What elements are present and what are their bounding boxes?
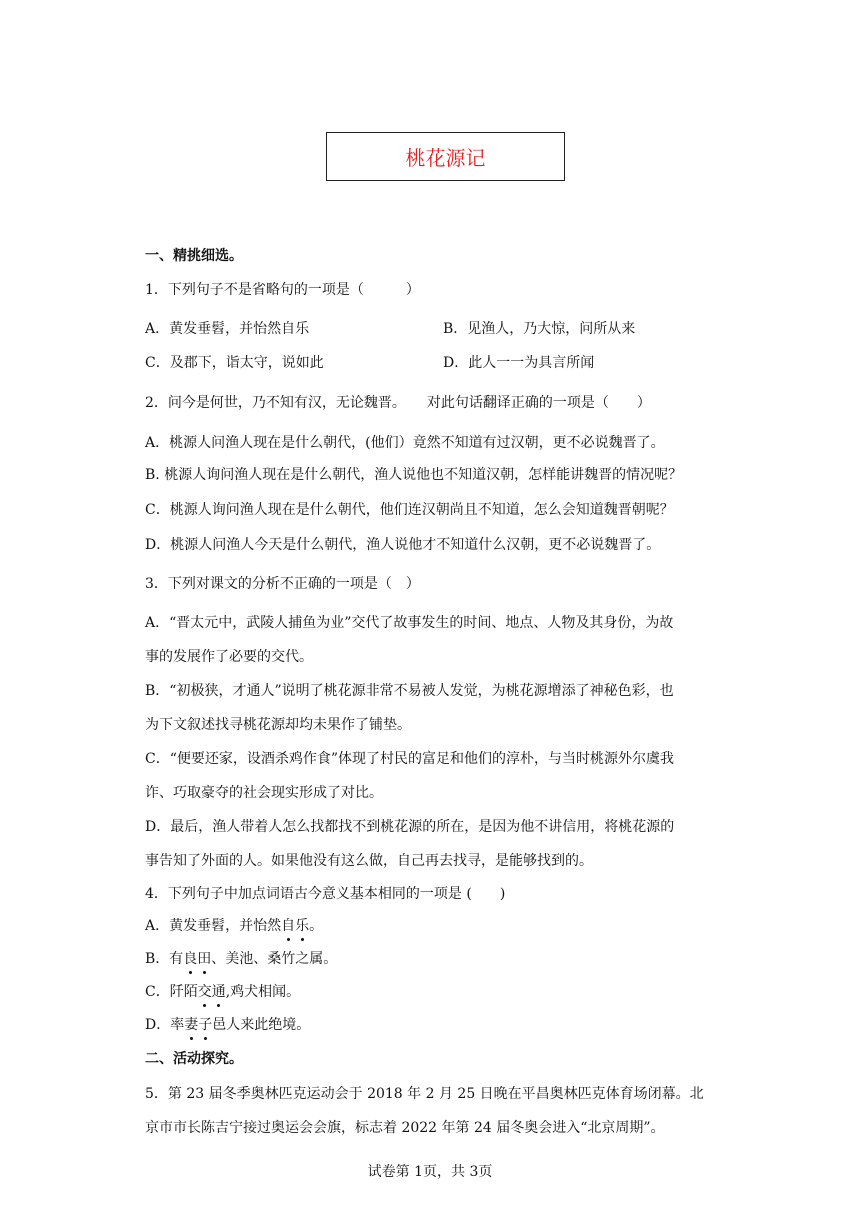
q3-option-c-line1: C．“便要还家，设酒杀鸡作食”体现了村民的富足和他们的淳朴，与当时桃源外尔虞我 — [145, 751, 675, 767]
q4-option-c — [145, 982, 300, 1002]
section-heading-1: 一、精挑细选。 — [145, 248, 243, 264]
q3-option-b-line2: 为下文叙述找寻桃花源却均未果作了铺垫。 — [145, 717, 411, 733]
q3-option-a-line1: A．“晋太元中，武陵人捕鱼为业”交代了故事发生的时间、地点、人物及其身份，为故 — [145, 615, 674, 631]
q3-option-d-line2: 事告知了外面的人。如果他没有这么做，自己再去找寻，是能够找到的。 — [145, 853, 593, 869]
q3-option-c-line2: 诈、巧取豪夺的社会现实形成了对比。 — [145, 785, 383, 801]
q4-d-dotted-char-2: 子 — [198, 1017, 213, 1033]
q4-option-a — [145, 916, 323, 936]
q4-c-text: C．阡陌 — [145, 984, 198, 1000]
q1-option-b: B．见渔人，乃大惊，问所从来 — [443, 321, 636, 337]
q3-stem: 3．下列对课文的分析不正确的一项是（ ） — [145, 576, 420, 592]
q2-option-c: C．桃源人询问渔人现在是什么朝代，他们连汉朝尚且不知道，怎么会知道魏晋朝呢？ — [145, 502, 674, 518]
q4-b-text: B．有 — [145, 951, 184, 967]
q4-a-tail: 。 — [309, 918, 324, 934]
q4-b-dotted-char-2: 田 — [197, 951, 212, 967]
q1-option-d: D．此人一一为具言所闻 — [443, 355, 595, 371]
q4-c-tail: ,鸡犬相闻。 — [225, 984, 301, 1000]
section-heading-2: 二、活动探究。 — [145, 1051, 243, 1067]
q4-a-dotted-char-2: 乐 — [295, 918, 310, 934]
q5-line1: 5．第 23 届冬季奥林匹克运动会于 2018 年 2 月 25 日晚在平昌奥林匹克体育场闭幕。北 — [145, 1086, 704, 1102]
q1-stem: 1．下列句子不是省略句的一项是（ ） — [145, 282, 420, 298]
q4-b-tail: 、美池、桑竹之属。 — [211, 951, 338, 967]
q3-option-b-line1: B．“初极狭，才通人”说明了桃花源非常不易被人发觉，为桃花源增添了神秘色彩，也 — [145, 683, 674, 699]
q1-option-c: C．及郡下，诣太守，说如此 — [145, 355, 324, 371]
q4-option-d — [145, 1015, 310, 1035]
q4-a-dotted-char-1: 自 — [281, 918, 296, 934]
page-footer: 试卷第 1页，共 3页 — [367, 1164, 493, 1180]
q2-stem: 2．问今是何世，乃不知有汉，无论魏晋。 对此句话翻译正确的一项是（ ） — [145, 395, 651, 411]
q4-d-dotted-char-1: 妻 — [184, 1017, 199, 1033]
page-title: 桃花源记 — [326, 132, 565, 181]
q2-option-d: D．桃源人问渔人今天是什么朝代，渔人说他才不知道什么汉朝，更不必说魏晋了。 — [145, 537, 661, 553]
q4-stem: 4．下列句子中加点词语古今意义基本相同的一项是 ( ) — [145, 886, 506, 902]
q4-d-text: D．率 — [145, 1017, 185, 1033]
q4-c-dotted-char-1: 交 — [197, 984, 212, 1000]
q3-option-d-line1: D．最后，渔人带着人怎么找都找不到桃花源的所在，是因为他不讲信用，将桃花源的 — [145, 819, 675, 835]
q4-b-dotted-char-1: 良 — [183, 951, 198, 967]
q1-option-a: A．黄发垂髫，并怡然自乐 — [145, 321, 310, 337]
q2-option-a: A．桃源人问渔人现在是什么朝代，(他们）竟然不知道有过汉朝，更不必说魏晋了。 — [145, 435, 665, 451]
q4-option-b — [145, 949, 337, 969]
q4-c-dotted-char-2: 通 — [211, 984, 226, 1000]
q2-option-b: B. 桃源人询问渔人现在是什么朝代，渔人说他也不知道汉朝，怎样能讲魏晋的情况呢？ — [145, 467, 683, 483]
q4-a-text: A．黄发垂髫，并怡然 — [145, 918, 282, 934]
q4-d-tail: 邑人来此绝境。 — [212, 1017, 311, 1033]
q5-line2: 京市市长陈吉宁接过奥运会会旗，标志着 2022 年第 24 届冬奥会进入“北京周期”。 — [145, 1120, 665, 1136]
q3-option-a-line2: 事的发展作了必要的交代。 — [145, 649, 313, 665]
